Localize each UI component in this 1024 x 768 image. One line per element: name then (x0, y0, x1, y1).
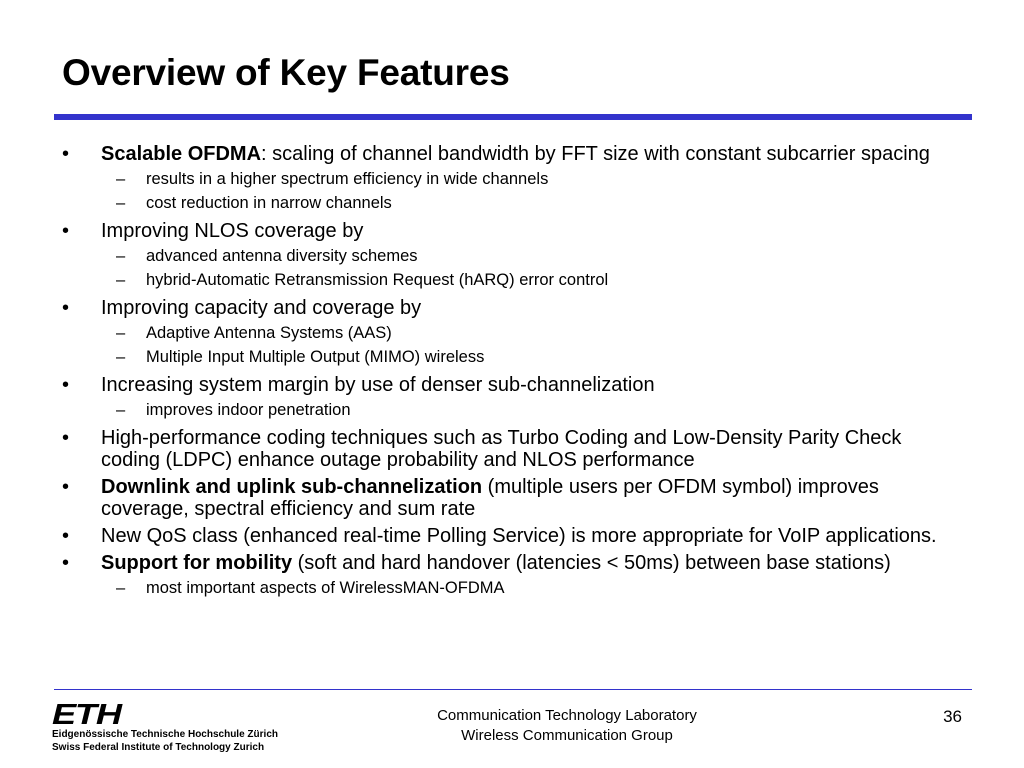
bullet-text: Improving NLOS coverage by (101, 220, 364, 242)
bullet-text: : scaling of channel bandwidth by FFT size with constant subcarrier spacing (261, 143, 930, 165)
sub-bullet-item (0, 324, 1000, 342)
sub-bullet-item (0, 170, 1000, 188)
sub-bullet-text: Adaptive Antenna Systems (AAS) (146, 324, 392, 342)
bullet-text: New QoS class (enhanced real-time Polling Service) is more appropriate for VoIP applications. (101, 525, 937, 547)
bullet-item (0, 525, 1000, 547)
bullet-item (0, 552, 1000, 574)
sub-bullet-item (0, 579, 1000, 597)
bullet-marker: • (62, 552, 70, 574)
bullet-marker: • (62, 427, 70, 449)
bullet-text: (multiple users per OFDM symbol) improves coverage, spectral efficiency and sum rate (101, 476, 879, 520)
bullet-emphasis: Scalable OFDMA (101, 143, 262, 165)
sub-bullet-marker: – (116, 194, 126, 212)
sub-bullet-marker: – (116, 170, 126, 188)
sub-bullet-text: advanced antenna diversity schemes (146, 247, 418, 265)
sub-bullet-marker: – (116, 247, 126, 265)
sub-bullet-item (0, 271, 1000, 289)
bullet-emphasis: Downlink and uplink sub-channelization (101, 476, 483, 498)
bullet-item (0, 220, 1000, 242)
bullet-marker: • (62, 525, 70, 547)
sub-bullet-item (0, 401, 1000, 419)
bullet-marker: • (62, 374, 70, 396)
bullet-emphasis: Support for mobility (101, 552, 293, 574)
sub-bullet-marker: – (116, 401, 126, 419)
sub-bullet-text: most important aspects of WirelessMAN-OFDMA (146, 579, 505, 597)
sub-bullet-text: Multiple Input Multiple Output (MIMO) wireless (146, 348, 485, 366)
sub-bullet-text: results in a higher spectrum efficiency in wide channels (146, 170, 549, 188)
bullet-text: High-performance coding techniques such as Turbo Coding and Low-Density Parity Check coding (LDPC) enhance outage probability and NLOS performance (101, 427, 902, 471)
sub-bullet-item (0, 348, 1000, 366)
footer-divider (54, 689, 972, 690)
sub-bullet-item (0, 194, 1000, 212)
bullet-text: (soft and hard handover (latencies < 50ms) between base stations) (292, 552, 891, 574)
footer-lab (400, 706, 734, 746)
sub-bullet-marker: – (116, 348, 126, 366)
bullet-marker: • (62, 297, 70, 319)
page-number: 36 (943, 707, 962, 726)
eth-logo (52, 700, 282, 760)
bullet-marker: • (62, 220, 70, 242)
bullet-item (0, 374, 1000, 396)
sub-bullet-marker: – (116, 271, 126, 289)
bullet-item (0, 476, 1000, 520)
sub-bullet-item (0, 247, 1000, 265)
bullet-item (0, 297, 1000, 319)
eth-logo-german: Eidgenössische Technische Hochschule Zürich (52, 729, 278, 740)
sub-bullet-text: cost reduction in narrow channels (146, 194, 392, 212)
bullet-text: Improving capacity and coverage by (101, 297, 422, 319)
bullet-marker: • (62, 143, 70, 165)
eth-logo-english: Swiss Federal Institute of Technology Zurich (52, 742, 265, 753)
sub-bullet-text: improves indoor penetration (146, 401, 351, 419)
sub-bullet-text: hybrid-Automatic Retransmission Request (hARQ) error control (146, 271, 609, 289)
footer-group-name: Wireless Communication Group (461, 727, 673, 744)
bullet-item (0, 143, 1000, 165)
title-divider (54, 114, 972, 120)
bullet-marker: • (62, 476, 70, 498)
footer-lab-name: Communication Technology Laboratory (437, 707, 697, 724)
bullet-text: Increasing system margin by use of denser sub-channelization (101, 374, 655, 396)
eth-logo-mark: ETH (52, 699, 121, 731)
bullet-item (0, 427, 1000, 471)
bullet-list (0, 143, 1000, 597)
sub-bullet-marker: – (116, 324, 126, 342)
sub-bullet-marker: – (116, 579, 126, 597)
slide-title: Overview of Key Features (62, 52, 510, 93)
